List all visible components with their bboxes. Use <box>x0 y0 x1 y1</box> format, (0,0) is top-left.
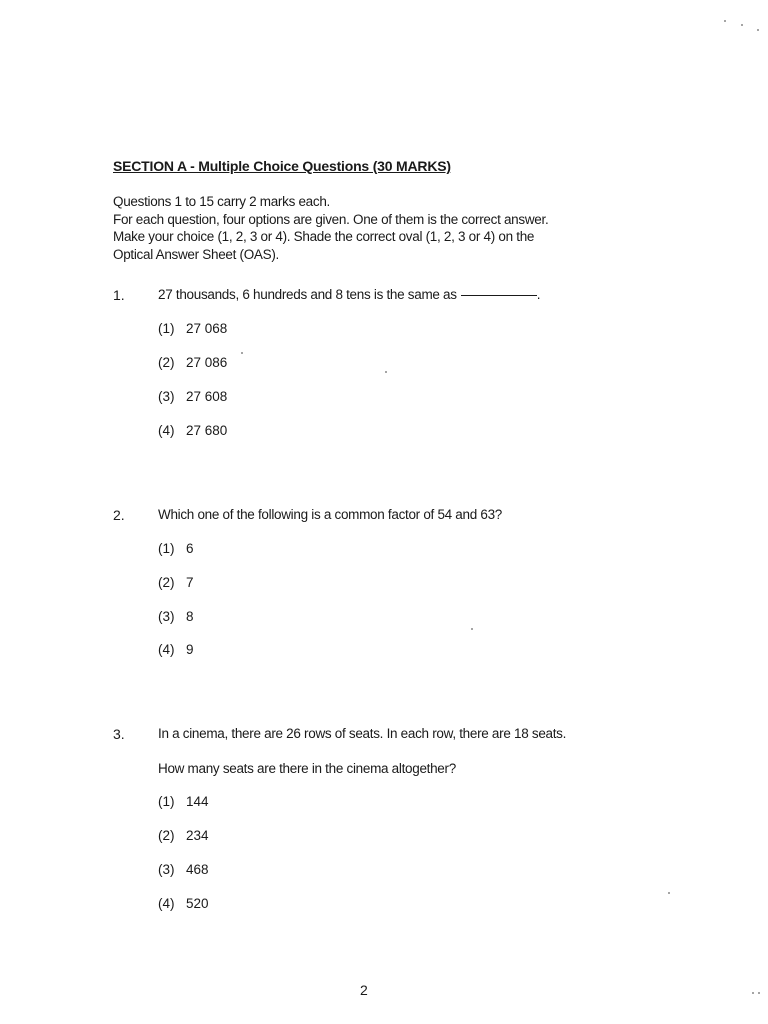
question-3-option-4 <box>158 896 209 911</box>
option-number: (2) <box>158 355 175 370</box>
question-1-option-4 <box>158 423 227 438</box>
question-1-number: 1. <box>113 287 125 303</box>
option-text: 6 <box>186 541 194 556</box>
question-2-option-4 <box>158 642 194 657</box>
scan-speck <box>471 628 473 630</box>
option-text: 27 608 <box>186 389 228 404</box>
question-2-number: 2. <box>113 507 125 523</box>
scan-speck <box>241 352 243 354</box>
option-text: 234 <box>186 828 209 843</box>
scan-speck <box>668 892 670 894</box>
option-text: 144 <box>186 794 209 809</box>
option-number: (1) <box>158 794 175 809</box>
option-number: (1) <box>158 541 175 556</box>
instruction-line: Optical Answer Sheet (OAS). <box>113 246 279 262</box>
question-1-option-1 <box>158 321 227 336</box>
question-2-text: Which one of the following is a common factor of 54 and 63? <box>158 507 503 522</box>
option-number: (3) <box>158 862 175 877</box>
option-text: 27 068 <box>186 321 228 336</box>
scan-speck <box>752 992 754 994</box>
option-number: (3) <box>158 609 175 624</box>
scan-speck <box>385 371 387 373</box>
option-number: (4) <box>158 896 175 911</box>
scan-speck <box>758 992 760 994</box>
option-number: (4) <box>158 423 175 438</box>
question-2-option-3 <box>158 609 194 624</box>
question-3-text: In a cinema, there are 26 rows of seats. In each row, there are 18 seats. <box>158 726 567 741</box>
option-text: 27 086 <box>186 355 228 370</box>
option-number: (3) <box>158 389 175 404</box>
option-text: 8 <box>186 609 194 624</box>
option-number: (2) <box>158 575 175 590</box>
option-text: 9 <box>186 642 194 657</box>
section-title: SECTION A - Multiple Choice Questions (30 MARKS) <box>113 158 451 174</box>
question-1-stem-end: . <box>536 287 541 302</box>
question-1-stem: 27 thousands, 6 hundreds and 8 tens is the same as <box>158 287 457 302</box>
option-text: 27 680 <box>186 423 228 438</box>
question-3-option-1 <box>158 794 209 809</box>
instruction-line: Make your choice (1, 2, 3 or 4). Shade the correct oval (1, 2, 3 or 4) on the <box>113 229 535 244</box>
question-2-option-1 <box>158 541 194 556</box>
question-1-option-2 <box>158 355 227 370</box>
option-text: 468 <box>186 862 209 877</box>
page-number: 2 <box>360 982 368 998</box>
scan-speck <box>757 29 759 31</box>
answer-blank <box>461 295 537 296</box>
question-3-text-2: How many seats are there in the cinema altogether? <box>158 761 456 776</box>
question-3-option-2 <box>158 828 209 843</box>
instruction-line: Questions 1 to 15 carry 2 marks each. <box>113 194 331 209</box>
question-2-option-2 <box>158 575 194 590</box>
option-number: (1) <box>158 321 175 336</box>
question-3-option-3 <box>158 862 209 877</box>
option-text: 7 <box>186 575 194 590</box>
option-text: 520 <box>186 896 209 911</box>
question-1-option-3 <box>158 389 227 404</box>
option-number: (2) <box>158 828 175 843</box>
option-number: (4) <box>158 642 175 657</box>
instructions <box>113 193 548 263</box>
scan-speck <box>741 24 743 26</box>
instruction-line: For each question, four options are given. One of them is the correct answer. <box>113 211 549 227</box>
question-1-text <box>158 287 540 302</box>
scan-speck <box>724 20 726 22</box>
question-3-number: 3. <box>113 726 125 742</box>
